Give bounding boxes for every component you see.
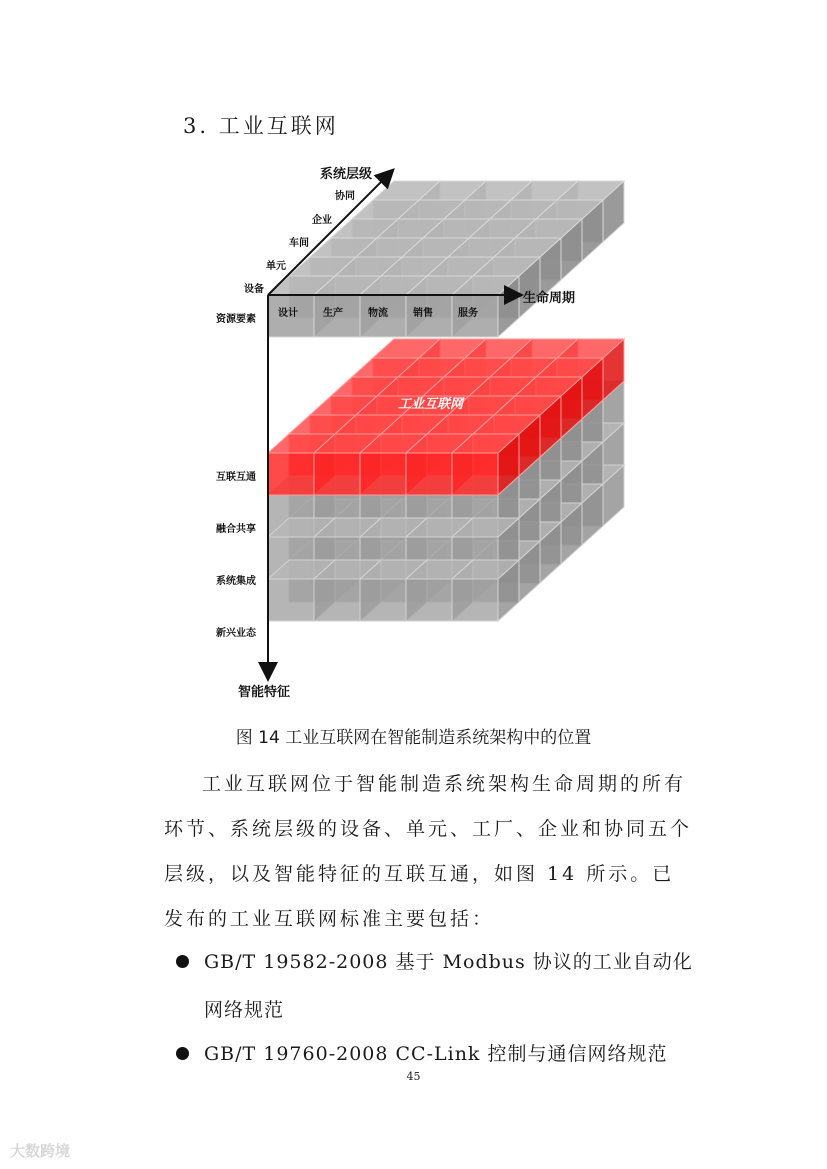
cube-face	[268, 453, 314, 495]
cube-face	[360, 453, 406, 495]
list-item	[176, 938, 696, 1034]
feature-label: 互联互通	[216, 472, 256, 483]
top-slab	[268, 181, 624, 337]
body-paragraph: 工业互联网位于智能制造系统架构生命周期的所有环节、系统层级的设备、单元、工厂、企业和协同五个层级，以及智能特征的互联互通，如图 14 所示。已发布的工业互联网标准主要包括：	[164, 773, 693, 930]
lifecycle-axis-title: 生命周期	[523, 291, 576, 306]
watermark: 大数跨境	[10, 1142, 71, 1160]
lifecycle-label: 生产	[323, 308, 343, 319]
cube-face	[406, 579, 452, 621]
feature-label: 资源要素	[216, 314, 256, 325]
cube-face	[360, 579, 406, 621]
lifecycle-label: 销售	[413, 308, 433, 319]
level-label: 协同	[335, 191, 355, 202]
cube-face	[452, 453, 498, 495]
list-item-text: GB/T 19582-2008 基于 Modbus 协议的工业自动化网络规范	[204, 951, 693, 1021]
level-label: 企业	[312, 215, 332, 226]
architecture-diagram	[0, 150, 827, 710]
level-label: 单元	[266, 261, 286, 272]
features-axis-title: 智能特征	[238, 685, 291, 700]
cube-face	[406, 453, 452, 495]
page-number: 45	[406, 1070, 421, 1083]
highlight-label: 工业互联网	[398, 397, 464, 412]
levels-axis-title: 系统层级	[320, 167, 373, 182]
figure-caption: 图 14 工业互联网在智能制造系统架构中的位置	[235, 728, 592, 748]
lifecycle-label: 服务	[458, 308, 478, 319]
level-label: 车间	[289, 238, 309, 249]
level-label: 设备	[244, 284, 264, 295]
feature-label: 新兴业态	[216, 628, 256, 639]
list-item-text: GB/T 19760-2008 CC-Link 控制与通信网络规范	[204, 1043, 668, 1065]
section-title: 3. 工业互联网	[183, 114, 339, 138]
feature-label: 系统集成	[216, 576, 256, 587]
cube-face	[314, 453, 360, 495]
bullet-dot-icon	[176, 1047, 189, 1060]
bullet-dot-icon	[176, 955, 189, 968]
cube-face	[452, 579, 498, 621]
lifecycle-label: 物流	[368, 308, 388, 319]
cube-face	[268, 579, 314, 621]
lifecycle-label: 设计	[278, 308, 298, 319]
feature-label: 融合共享	[216, 524, 256, 535]
cube-face	[314, 579, 360, 621]
